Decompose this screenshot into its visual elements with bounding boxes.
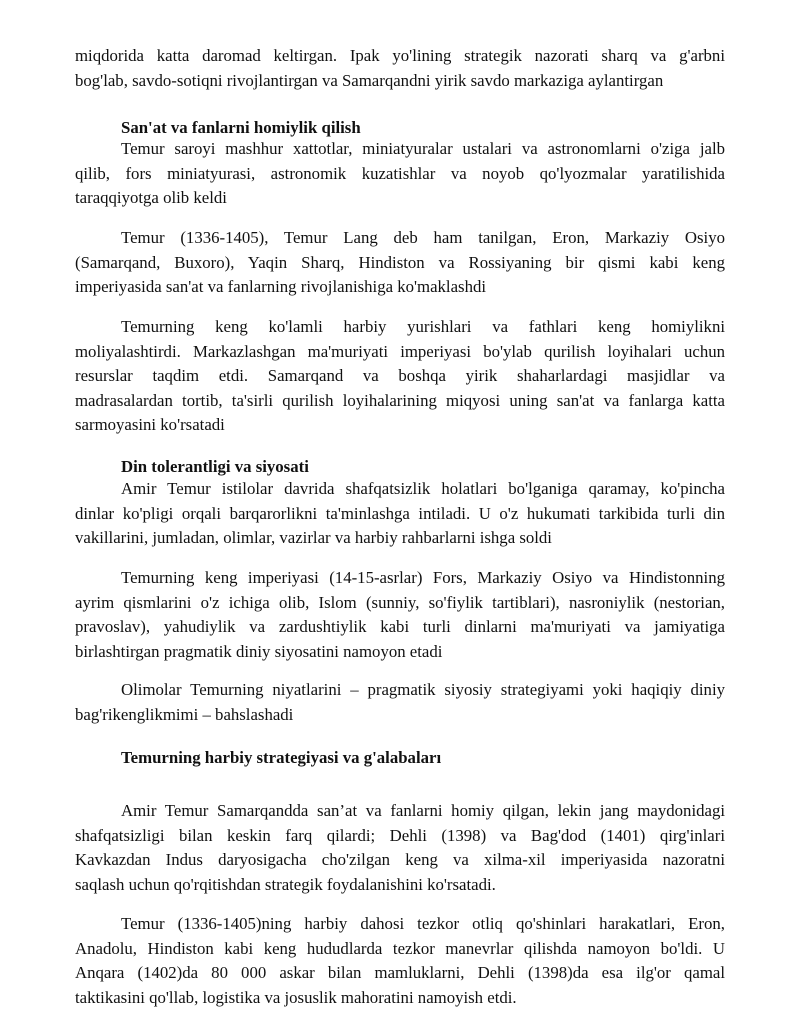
text-line: madrasalardan tortib, ta'sirli qurilish loyihalarining miqyosi uning san'at va fanlarga katta (75, 390, 725, 410)
text-line: imperiyasida san'at va fanlarning rivojlanishiga ko'maklashdi (75, 277, 487, 296)
section-heading-religious-tolerance: Din tolerantligi va siyosati (121, 457, 309, 476)
section-heading-military-strategy: Temurning harbiy strategiyasi va g'alabaları (121, 748, 442, 767)
text-line: pravoslav), yahudiylik va zardushtiylik kabi turli dinlarni ma'muriyati va jamiyatiga (75, 617, 725, 636)
text-line: Kavkazdan Indus daryosigacha cho'zilgan keng va xilma-xil imperiyasida nazoratni (75, 850, 725, 869)
text-line: Anadolu, Hindiston kabi keng hududlarda tezkor manevrlar qilishda namoyon bo'ldi. U (75, 938, 725, 958)
section-heading-arts-patronage: San'at va fanlarni homiylik qilish (121, 118, 361, 137)
text-line: dinlar ko'pligi orqali barqarorlikni ta'minlashga intiladi. U o'z hukumati tarkibida turli din (75, 503, 725, 523)
text-line: ayrim qismlarini o'z ichiga olib, Islom (sunniy, so'fiylik tartiblari), nasroniylik (nestorian, (75, 592, 725, 612)
text-line: Temur saroyi mashhur xattotlar, miniatyuralar ustalari va astronomlarni o'ziga jalb (121, 139, 725, 158)
text-line: vakillarini, jumladan, olimlar, vazirlar va harbiy rahbarlarni ishga soldi (75, 528, 552, 547)
text-line: Temurning keng ko'lamli harbiy yurishlari va fathlari keng homiylikni (121, 317, 725, 336)
text-line: Amir Temur Samarqandda san’at va fanlarni homiy qilgan, lekin jang maydonidagi (121, 801, 725, 820)
text-line: taktikasini qo'llab, logistika va josuslik mahoratini namoyish etdi. (75, 987, 517, 1007)
paragraph-military-genius (75, 912, 725, 1010)
text-line: shafqatsizligi bilan keskin farq qilardi; Dehli (1398) va Bag'dod (1401) qirg'inlari (75, 825, 725, 845)
text-line: Temur (1336-1405)ning harbiy dahosi tezkor otliq qo'shinlari harakatlari, Eron, (121, 914, 725, 933)
text-line: sarmoyasini ko'rsatadi (75, 415, 225, 434)
paragraph-court-artists (75, 137, 725, 211)
text-line: moliyalashtirdi. Markazlashgan ma'muriyati imperiyasi bo'ylab qurilish loyihalari uchun (75, 341, 725, 361)
text-line: resurslar taqdim etdi. Samarqand va boshqa yirik shaharlardagi masjidlar va (75, 366, 725, 385)
text-line: bag'rikenglikmimi – bahslashadi (75, 704, 294, 724)
paragraph-trade-route (75, 44, 725, 93)
paragraph-temur-empire-arts (75, 226, 725, 300)
paragraph-battlefield-brutality (75, 799, 725, 897)
text-line: Anqara (1402)da 80 000 askar bilan mamluklarni, Dehli (1398)da esa ilg'or qamal (75, 963, 725, 982)
text-line: taraqqiyotga olib keldi (75, 188, 227, 207)
text-line: qilib, fors miniatyurasi, astronomik kuzatishlar va noyob qo'lyozmalar yaratilishida (75, 163, 725, 183)
paragraph-religious-diversity (75, 477, 725, 551)
text-line: Olimolar Temurning niyatlarini – pragmatik siyosiy strategiyami yoki haqiqiy diniy (121, 680, 725, 699)
paragraph-scholars-debate (75, 678, 725, 727)
text-line: miqdorida katta daromad keltirgan. Ipak yo'lining strategik nazorati sharq va g'arbni (75, 46, 725, 65)
text-line: Amir Temur istilolar davrida shafqatsizlik holatlari bo'lganiga qaramay, ko'pincha (121, 479, 725, 498)
text-line: (Samarqand, Buxoro), Yaqin Sharq, Hindiston va Rossiyaning bir qismi kabi keng (75, 252, 725, 272)
text-line: birlashtirgan pragmatik diniy siyosatini namoyon etadi (75, 641, 443, 661)
text-line: bog'lab, savdo-sotiqni rivojlantirgan va Samarqandni yirik savdo markaziga aylantirgan (75, 70, 664, 90)
paragraph-pragmatic-policy (75, 566, 725, 664)
paragraph-military-funding (75, 315, 725, 438)
text-line: Temurning keng imperiyasi (14-15-asrlar) Fors, Markaziy Osiyo va Hindistonning (121, 568, 725, 587)
text-line: Temur (1336-1405), Temur Lang deb ham tanilgan, Eron, Markaziy Osiyo (121, 228, 725, 247)
text-line: saqlash uchun qo'rqitishdan strategik foydalanishini ko'rsatadi. (75, 874, 496, 894)
